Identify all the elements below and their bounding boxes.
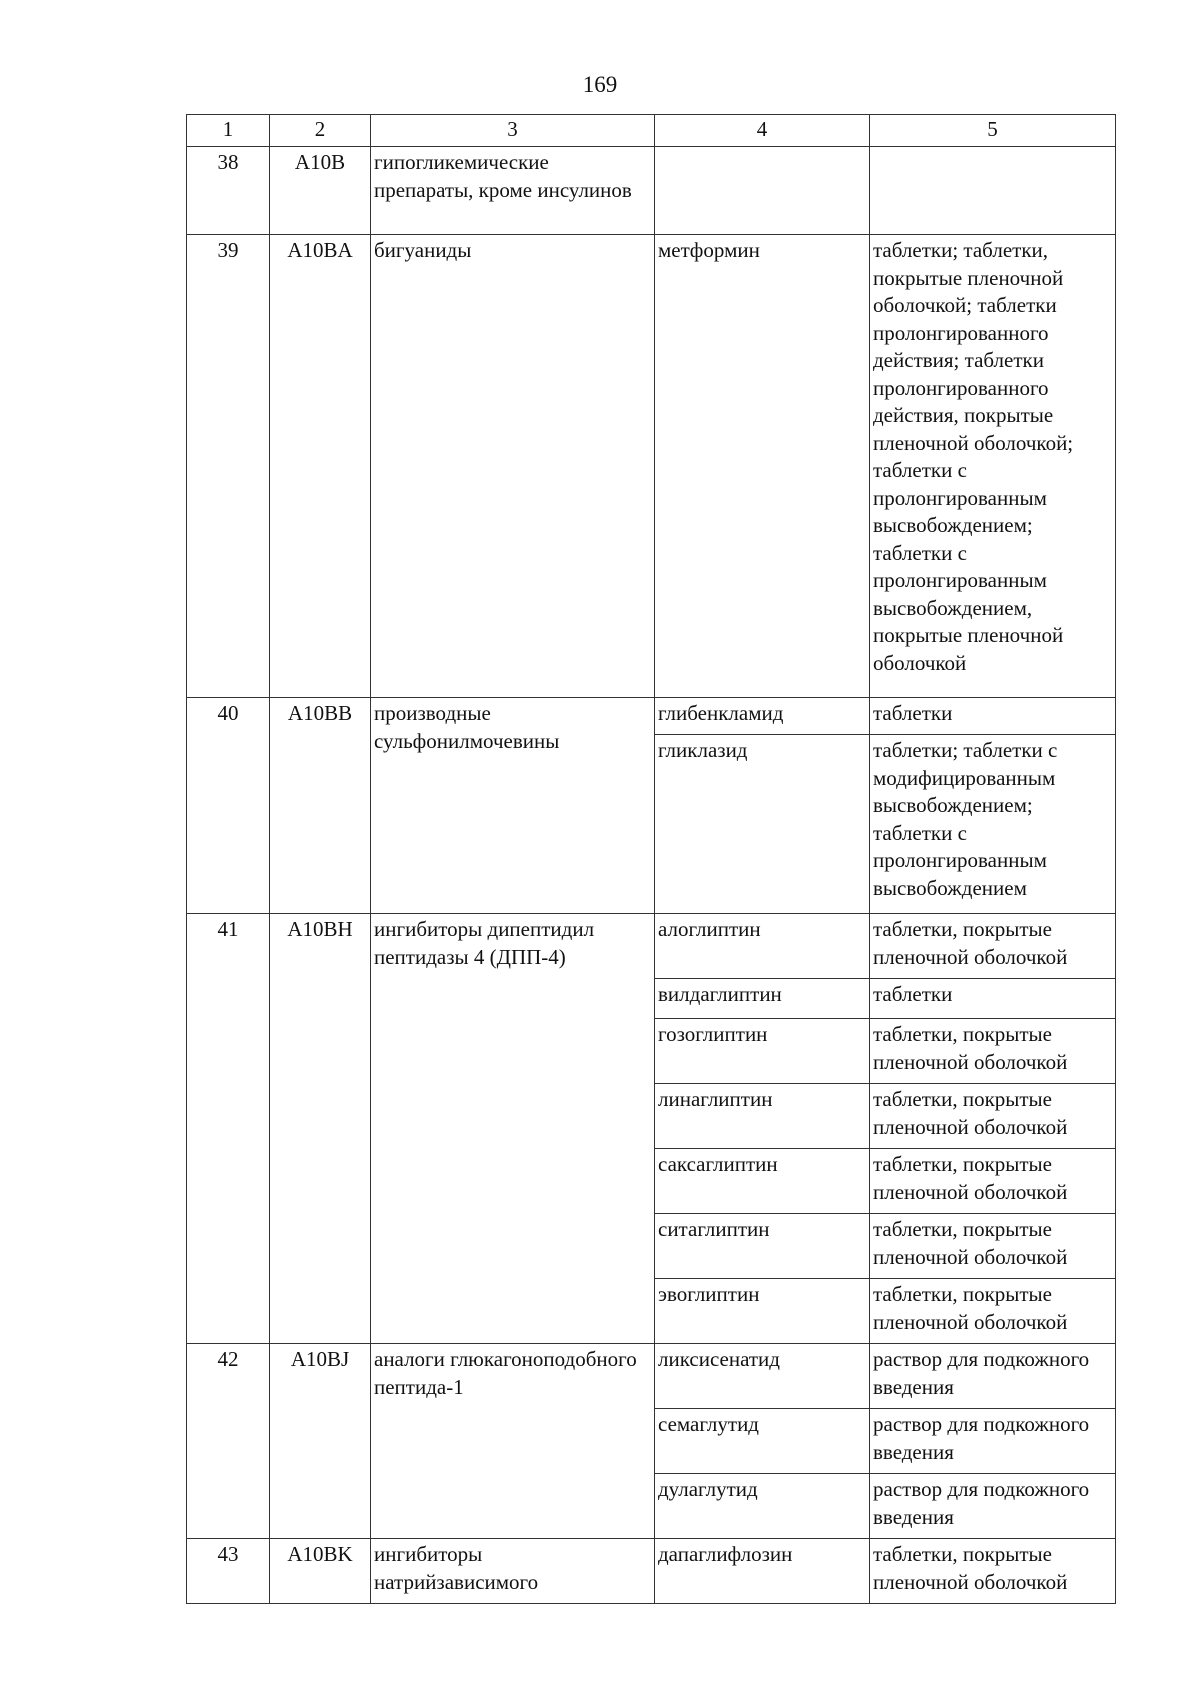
dosage-forms: таблетки, покрытые пленочной оболочкой bbox=[870, 1214, 1116, 1279]
drug-name: дулаглутид bbox=[655, 1474, 870, 1539]
column-number-4: 4 bbox=[655, 115, 870, 147]
column-number-1: 1 bbox=[187, 115, 270, 147]
pharmacological-group: ингибиторы натрийзависимого bbox=[371, 1539, 655, 1604]
table-body bbox=[187, 115, 1116, 1604]
dosage-forms: таблетки bbox=[870, 979, 1116, 1019]
dosage-forms: раствор для подкожного введения bbox=[870, 1474, 1116, 1539]
drug-name: эвоглиптин bbox=[655, 1279, 870, 1344]
dosage-forms: таблетки; таблетки, покрытые пленочной оболочкой; таблетки пролонгированного действия; таблетки пролонгированного действия, покрытые пленочной оболочкой; таблетки с пролонгированным высвобождением; таблетки с пролонгированным высвобождением, покрытые пленочной оболочкой bbox=[870, 235, 1116, 698]
row-number: 41 bbox=[187, 914, 270, 1344]
dosage-forms: таблетки, покрытые пленочной оболочкой bbox=[870, 1279, 1116, 1344]
atc-code: A10BJ bbox=[270, 1344, 371, 1539]
dosage-forms: таблетки, покрытые пленочной оболочкой bbox=[870, 1149, 1116, 1214]
drug-name: дапаглифлозин bbox=[655, 1539, 870, 1604]
atc-code: A10BH bbox=[270, 914, 371, 1344]
row-number: 39 bbox=[187, 235, 270, 698]
drug-name: линаглиптин bbox=[655, 1084, 870, 1149]
table-row bbox=[187, 914, 1116, 979]
pharmacological-group: гипогликемические препараты, кроме инсулинов bbox=[371, 147, 655, 235]
dosage-forms: таблетки, покрытые пленочной оболочкой bbox=[870, 1084, 1116, 1149]
pharmacological-group: аналоги глюкагоноподобного пептида-1 bbox=[371, 1344, 655, 1539]
drug-name: саксаглиптин bbox=[655, 1149, 870, 1214]
dosage-forms: раствор для подкожного введения bbox=[870, 1344, 1116, 1409]
dosage-forms: таблетки; таблетки с модифицированным высвобождением; таблетки с пролонгированным высвобождением bbox=[870, 735, 1116, 914]
column-number-2: 2 bbox=[270, 115, 371, 147]
drug-name bbox=[655, 147, 870, 235]
drug-name: семаглутид bbox=[655, 1409, 870, 1474]
atc-code: A10BB bbox=[270, 698, 371, 914]
column-number-5: 5 bbox=[870, 115, 1116, 147]
drug-name: ликсисенатид bbox=[655, 1344, 870, 1409]
table-row bbox=[187, 235, 1116, 698]
row-number: 42 bbox=[187, 1344, 270, 1539]
dosage-forms: раствор для подкожного введения bbox=[870, 1409, 1116, 1474]
table-row bbox=[187, 147, 1116, 235]
drug-name: глибенкламид bbox=[655, 698, 870, 735]
table-row bbox=[187, 698, 1116, 735]
drug-name: гозоглиптин bbox=[655, 1019, 870, 1084]
dosage-forms: таблетки, покрытые пленочной оболочкой bbox=[870, 1019, 1116, 1084]
pharmacological-group: ингибиторы дипептидил пептидазы 4 (ДПП-4) bbox=[371, 914, 655, 1344]
row-number: 43 bbox=[187, 1539, 270, 1604]
table-row bbox=[187, 1539, 1116, 1604]
page-number: 169 bbox=[582, 72, 618, 97]
dosage-forms: таблетки, покрытые пленочной оболочкой bbox=[870, 914, 1116, 979]
drug-name: метформин bbox=[655, 235, 870, 698]
column-number-3: 3 bbox=[371, 115, 655, 147]
row-number: 38 bbox=[187, 147, 270, 235]
atc-code: A10BA bbox=[270, 235, 371, 698]
drug-table bbox=[186, 114, 1116, 1604]
dosage-forms: таблетки, покрытые пленочной оболочкой bbox=[870, 1539, 1116, 1604]
pharmacological-group: бигуаниды bbox=[371, 235, 655, 698]
column-number-row bbox=[187, 115, 1116, 147]
atc-code: A10B bbox=[270, 147, 371, 235]
table-row bbox=[187, 1344, 1116, 1409]
drug-name: гликлазид bbox=[655, 735, 870, 914]
drug-name: вилдаглиптин bbox=[655, 979, 870, 1019]
drug-name: алоглиптин bbox=[655, 914, 870, 979]
pharmacological-group: производные сульфонилмочевины bbox=[371, 698, 655, 914]
atc-code: A10BK bbox=[270, 1539, 371, 1604]
dosage-forms: таблетки bbox=[870, 698, 1116, 735]
drug-name: ситаглиптин bbox=[655, 1214, 870, 1279]
row-number: 40 bbox=[187, 698, 270, 914]
dosage-forms bbox=[870, 147, 1116, 235]
